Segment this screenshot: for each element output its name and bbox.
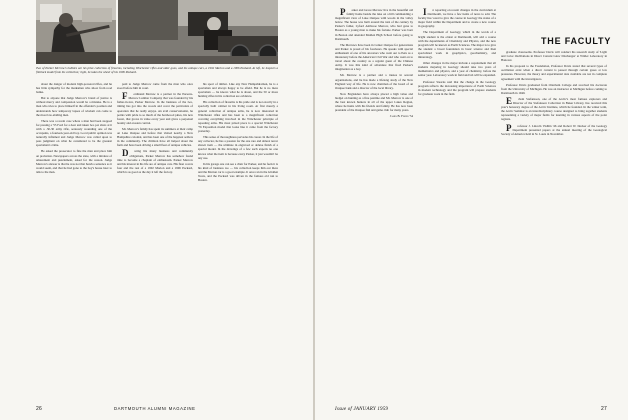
left-page (0, 0, 313, 420)
paragraph: Professor Stearns said that the change in the Geology program reflects the increasing importance of Earth Sciences in modern technology and the program will prepare students for graduate work in the field. (418, 79, 496, 96)
paragraph: Mr. Merrow is a partner and a trustee in several organizations, and he has made a lifelong study of the New England way of life. He is now chairman of the board of an Ossipee bank and a director of the local library. (335, 73, 413, 90)
right-page (315, 0, 628, 420)
right-column-3 (501, 50, 607, 383)
right-footer (335, 406, 607, 412)
paragraph: about the danger of modern high-powered rifles, and he has little sympathy for the marksmen who shoot from road banks. (36, 82, 112, 95)
paragraph: The Department of Geology, which in the words of a bright student is the oldest at Dartmouth, will add a course with the departments of Chemistry and Physics, and the new program will be known as Earth Sciences. The major is to give the student a broad foundation in basic science and then specialized work in geophysics, geochemistry, and mineralogy. (418, 30, 496, 60)
left-column-3 (198, 82, 278, 382)
paragraph: He asked the prosecutor to fine the man and place him on probation. Newspapers across the state, with a mixture of amazement and puzzlement, asked for the reason. Judge Merrow's answer is that he was not that harsh a sentence as it would seem, and that he had gone to the boy's house later to talk to the man. (36, 149, 112, 174)
section-title: THE FACULTY (541, 36, 612, 46)
paragraph: But to anyone that Judge Merrow's brand of justice is without mercy and compassion would be a mistake. He is a man who tries to place himself in the offender's position and understands how temporary lapses of wisdom can come to the most law-abiding men. (36, 96, 112, 117)
issue-date: Issue of JANUARY 1959 (335, 407, 389, 412)
paragraph: In reporting on recent changes in the curriculum at Dartmouth, we have a few items of news to add. The faculty has voted to give the course in Geology the status of a major field within the Department and to create a new course in geography. (418, 8, 496, 29)
paragraph: In his garage one can see a chair for Parker, and he feels it is his kind of business too — his collection keeps him out there and the Marion car is a good example. It once ran in the Glidden Tours, and the Packard was driven in the famous old run to Boston. (198, 161, 278, 183)
antique-car-photo (118, 0, 278, 64)
page-number-right: 27 (601, 406, 607, 412)
paragraph: During his many business and community obligations, Parker Merrow has somehow found time to become a chaplain of enthusiasm. Parker Merrow and his interest in his life are of antique cars. His fleet covers four and the rest of a 1902 Marion and a 1906 Packard, which is as good as the day it left the factory. (117, 148, 193, 174)
firearms-photo (36, 0, 116, 64)
paragraph: There was a recent case where a man had been stopped for passing a '55 Ford for a deer and taken two pot shots at it with a .30-30 army rifle, seriously wounding one of the occupants, a fourteen-year-old boy. Local public opinion was naturally inflamed and Judge Merrow was called upon to pass judgment on what he considered to be the greatest sportsman's crime. (36, 118, 112, 148)
paragraph: Now Englanders have always placed a high value and budget on hunting as a fine pastime and Mr. Merrow is one of the best known hunters in all of the upper Lakes Region, where he hunts with his friends and family. He has now been president of the Ossipee fish and game club for many years. (335, 91, 413, 113)
paragraph: His collection of firearms is his pride and is not exactly in a specially built cabinet in his living room. At first merely a general collection of antique arms, he is now interested in Winchester rifles and has been to a magnificent collection covering everything involved in the Winchester principle of repeating arms. His most prized piece is a special Winchester '76 Exposition model that looks like it came from the factory yesterday. (198, 100, 278, 134)
page-number-left: 26 (36, 406, 42, 412)
firearms-photo-image (36, 0, 116, 64)
right-column-2 (418, 8, 496, 383)
photo-caption: Two of Parker Merrow's hobbies are his prize collection of firearms, including Winchester rifles and older guns, and his antique cars, a 1902 Marion and a 1906 Packard. At left, he inspects a flintlock model from his collection; right, he takes the wheel of his 1906 Packard. (36, 66, 278, 74)
author-signature: James B. Fisher '54 (389, 114, 413, 119)
left-column-2 (117, 82, 193, 382)
antique-car-photo-image (118, 0, 278, 64)
left-footer (36, 406, 278, 412)
paragraph: Ferdinand Merrow is a partner in the Parsons-Merrow Lumber Company that was founded by his father-in-law, Parker Merrow. In the business of the two, timing has got into the woods and cover the particulars of operation that he really enjoys. An avid conservationist, he points with pride to so much of the hardwood pines, his new forest, that grows in value every year and gives a perpetual bounty and erosion control. (117, 91, 193, 125)
paragraph: The Merrows have been in Center Ossipee for generations and Parker is proud of his forebears. He speaks with special enthusiasm of one of his ancestors who went out to Peru as a missionary before the American Civil War and who went on to travel about the country as a regular guest of the Chinese Army. It was this kind of adventure that fired Parker's imagination as a boy. (335, 42, 413, 72)
magazine-title: DARTMOUTH ALUMNI MAGAZINE (114, 406, 196, 411)
paragraph: graduate classrooms. Professor Davis will conduct his research study of 'Light and Color Oscillations in Direct Current Glow Discharges' at Wilder Laboratory in Hanover. (501, 50, 607, 63)
paragraph: paid to Judge Merrow came from the man who once stood before him in court. (117, 82, 193, 91)
left-column-1 (36, 82, 112, 382)
paragraph: Professor J. Lincoln Vishlin '46 and Robert W. Decker of the Geology Department presented papers at the annual meeting of the Geological Society of America held in St. Louis in November. (501, 122, 607, 136)
paragraph: Professor Davis graduated from Otterbein College and received his doctorate from the University of Michigan. He was an instructor at Michigan before coming to Dartmouth in 1949. (501, 82, 607, 95)
paragraph: Mr. Merrow's family has spent its summers at their camp on Lake Ossipee and before that visited nearby a New Hampshire colonial, and has been one of the happiest settlers in the community. The children have all helped about the farm and have been driving a small fleet of antique vehicles. (117, 126, 193, 148)
paragraph: This sense of thoroughness pervades his career. In the life of any collector, he has a passion for the one rare and almost never shown item — the ultimate in engraved or deluxe finish of a special model. In the drawings of a few such experts no one knows what the item is because every Parker, it just wouldn't be any use. (198, 135, 278, 160)
paragraph: his sport of timber. Like any New Hampshireman, he is a sportsman and always happy to be afield. But he is no mere sportsman — he knows what he is about, and the 50 or more hunting rifles in his collection are evidence. (198, 82, 278, 99)
paragraph: Parker and Grace Merrow live in the beautiful old family home beside the lake on a hill commanding a magnificent view of Lake Ossipee with woods in the valley below. The house was built around the turn of the century by Parker's father, Lyford Ambrose Merrow, who had gone to Boston as a young man to make his fortune. Parker was born in Boston and attended Malden High School before going to Dartmouth. (335, 8, 413, 41)
paragraph: Other changes in the major include a requirement that all students majoring in Geology should take two years of mathematics and physics, and a year of chemistry, before the senior year. Laboratory work in field and lab will be expanded. (418, 61, 496, 78)
paragraph: Edwin Stefansson, one of the Arctic's most famous explorers and Director of the Stefansson Collection in Baker Library, has received this year's honorary degree of the Arctic Institute, which he founded. In the winter term, the Arctic Seminar is an interdisciplinary course designed to bring together students representing a variety of major fields for learning in various aspects of the polar regions. (501, 95, 607, 122)
right-column-1 (335, 8, 413, 383)
paragraph: In his proposal to the Foundation, Professor Davis stated that several types of oscillation exist when a direct current is passed through certain gases at low pressures. However, the theory and experimental data available are not in complete agreement with the investigators. (501, 64, 607, 81)
